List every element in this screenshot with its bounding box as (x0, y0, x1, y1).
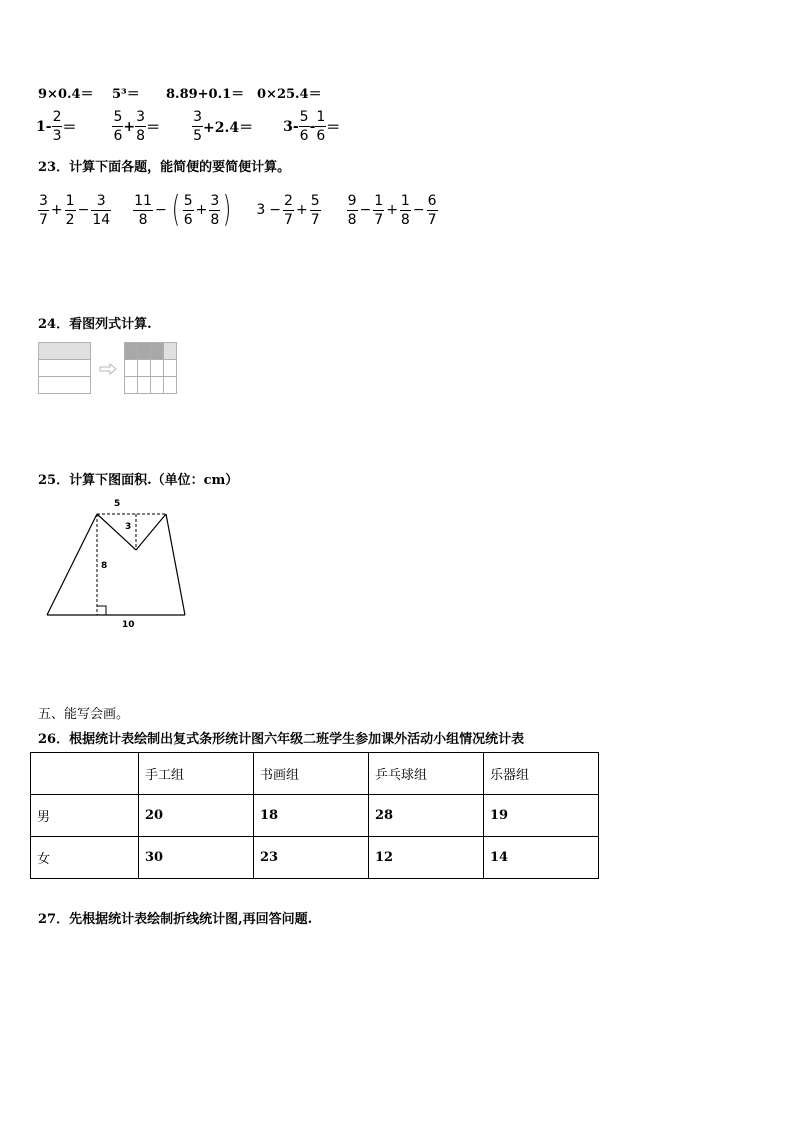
fraction: $\frac{5}{6}$ (299, 109, 309, 144)
question-26-title: 26．根据统计表绘制出复式条形统计图六年级二班学生参加课外活动小组情况统计表 (38, 732, 525, 747)
table-header-cell (31, 753, 139, 795)
question-24-title: 24．看图列式计算. (38, 317, 152, 332)
row-label: 男 (31, 795, 139, 837)
height-label: 8 (101, 561, 108, 571)
base-length-label: 10 (122, 620, 135, 630)
fraction: $\frac{1}{6}$ (316, 109, 326, 144)
table-cell: 19 (484, 795, 599, 837)
table-row (31, 837, 599, 879)
table-cell: 18 (254, 795, 369, 837)
question-23-title: 23．计算下面各题，能简便的要简便计算。 (38, 160, 291, 175)
expression-4: $\frac{9}{8}$ − $\frac{1}{7}$ + $\frac{1}{8}$ − $\frac{6}{7}$ (347, 192, 437, 228)
left-fraction-box (39, 343, 91, 394)
table-cell: 23 (254, 837, 369, 879)
table-cell: 20 (139, 795, 254, 837)
right-paren: ) (223, 189, 232, 230)
fraction-diagram (38, 342, 180, 396)
mental-calc-row-2 (36, 110, 340, 143)
fraction: $\frac{2}{3}$ (52, 109, 62, 144)
row-label: 女 (31, 837, 139, 879)
question-23-expressions (38, 189, 438, 230)
fraction: $\frac{5}{6}$ (113, 109, 123, 144)
calc-item: 8.89+0.1＝ (166, 87, 245, 102)
trapezoid-figure (40, 494, 200, 630)
fraction: $\frac{3}{5}$ (193, 109, 202, 144)
calc-item: $\frac{3}{5}$ +2.4＝ (193, 109, 254, 144)
table-header-row (31, 753, 599, 795)
calc-item: $\frac{5}{6}$ + $\frac{3}{8}$ ＝ (113, 109, 161, 144)
table-header-cell: 乒乓球组 (369, 753, 484, 795)
table-cell: 12 (369, 837, 484, 879)
section-5-title: 五、能写会画。 (38, 707, 130, 722)
calc-item: 9×0.4＝ (38, 87, 94, 102)
question-25-title: 25．计算下图面积.（单位：cm） (38, 473, 239, 488)
trapezoid-outline (47, 514, 185, 615)
table-cell: 28 (369, 795, 484, 837)
activity-stats-table (30, 752, 599, 879)
question-27-title: 27．先根据统计表绘制折线统计图,再回答问题. (38, 912, 313, 927)
inner-height-label: 3 (125, 522, 132, 532)
table-header-cell: 乐器组 (484, 753, 599, 795)
arrow-right-icon (100, 364, 116, 374)
right-angle-mark (97, 606, 106, 615)
calc-item: 1- $\frac{2}{3}$ ＝ (36, 109, 77, 144)
table-cell: 30 (139, 837, 254, 879)
left-paren: ( (171, 189, 180, 230)
right-fraction-grid (125, 343, 177, 394)
calc-item: 5³＝ (112, 87, 140, 102)
table-header-cell: 手工组 (139, 753, 254, 795)
calc-item: 3- $\frac{5}{6}$ - $\frac{1}{6}$ ＝ (283, 109, 341, 144)
dashed-guides (97, 514, 166, 615)
fraction: $\frac{3}{8}$ (136, 109, 146, 144)
table-header-cell: 书画组 (254, 753, 369, 795)
table-cell: 14 (484, 837, 599, 879)
expression-3: 3 − $\frac{2}{7}$ + $\frac{5}{7}$ (256, 192, 320, 228)
top-length-label: 5 (114, 499, 121, 509)
calc-item: 0×25.4＝ (257, 87, 322, 102)
table-row (31, 795, 599, 837)
expression-2: $\frac{11}{8}$ − ( $\frac{5}{6}$ + $\frac{3}{8}$ ) (134, 189, 232, 230)
expression-1: $\frac{3}{7}$ + $\frac{1}{2}$ − $\frac{3}{14}$ (39, 192, 111, 228)
